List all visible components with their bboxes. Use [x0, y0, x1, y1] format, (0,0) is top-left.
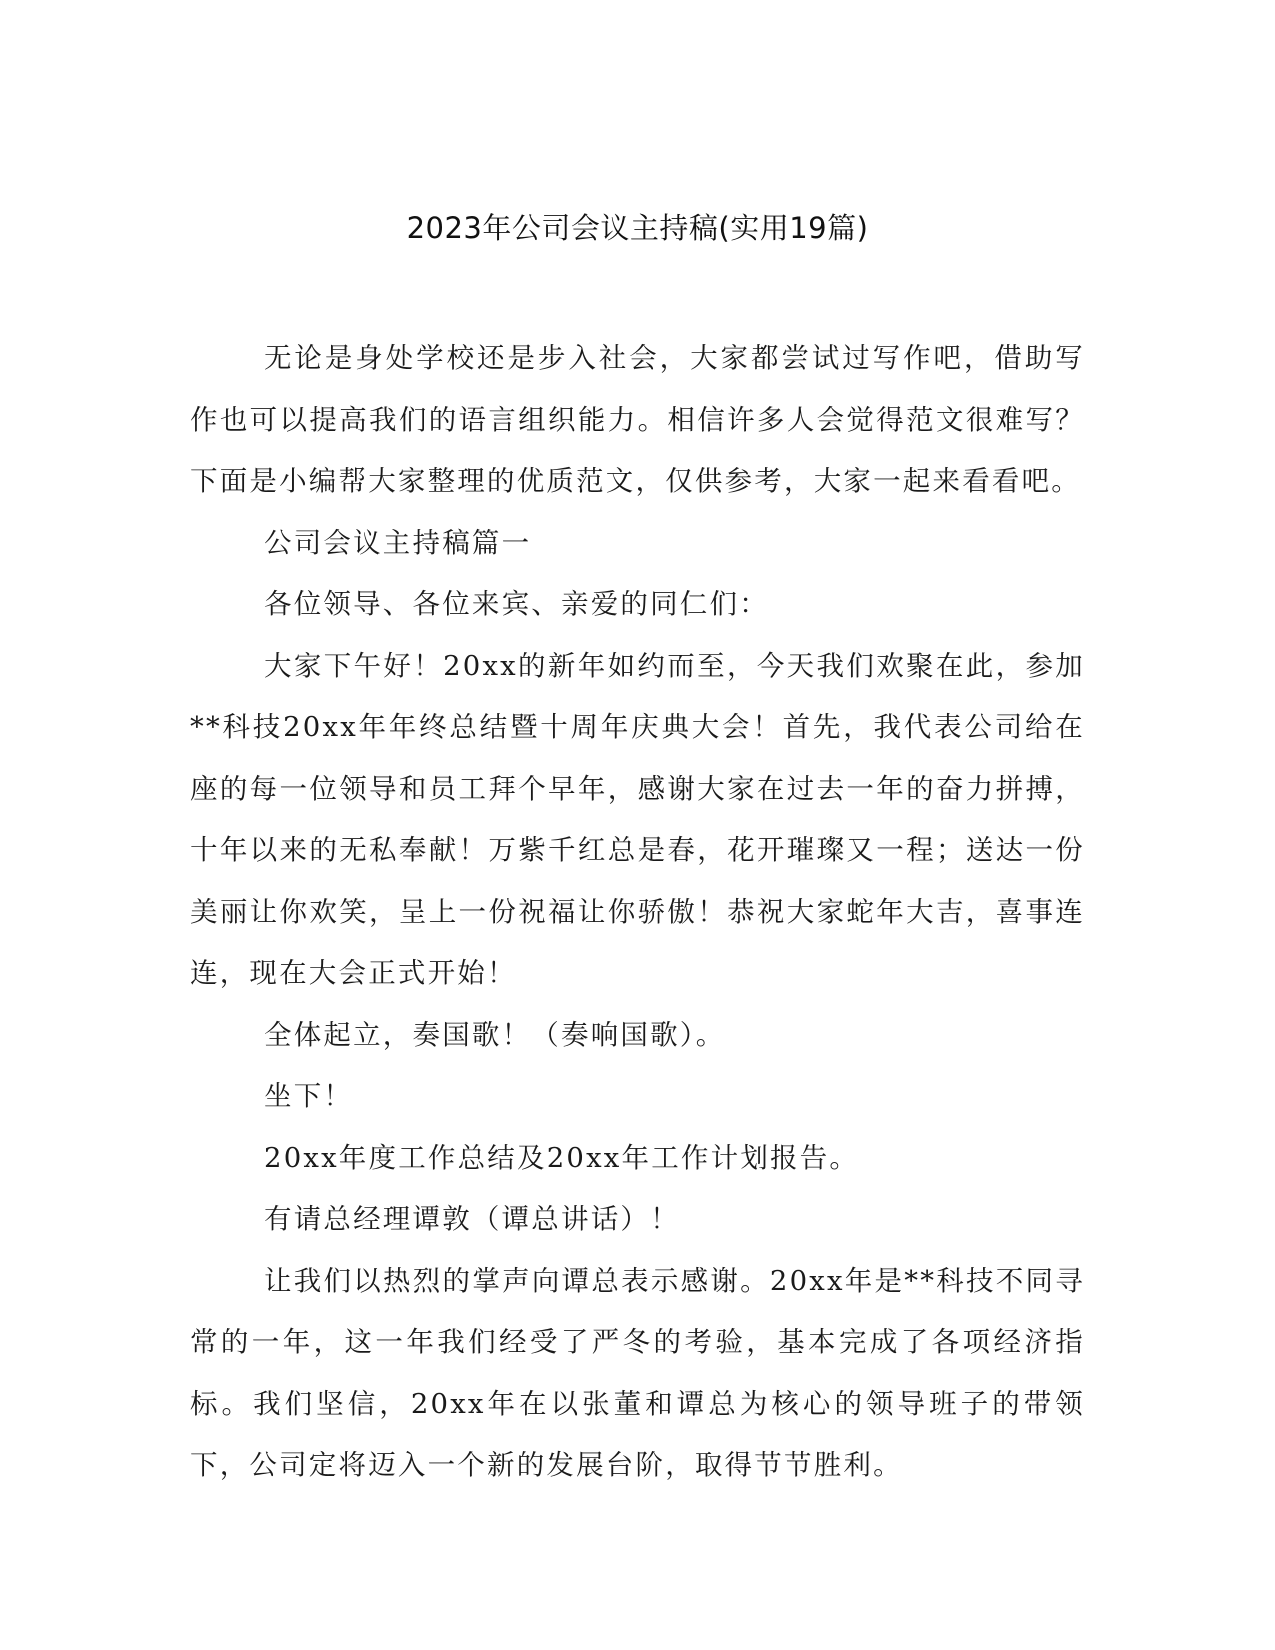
report-paragraph: 20xx年度工作总结及20xx年工作计划报告。: [264, 1141, 860, 1174]
intro-paragraph: 无论是身处学校还是步入社会，大家都尝试过写作吧，借助写作也可以提高我们的语言组织能力。相信许多人会觉得范文很难写？下面是小编帮大家整理的优质范文，仅供参考，大家一起来看看吧。: [190, 342, 1085, 497]
document-body: [190, 328, 1085, 1497]
opening-paragraph: 大家下午好！20xx的新年如约而至，今天我们欢聚在此，参加**科技20xx年年终总结暨十周年庆典大会！首先，我代表公司给在座的每一位领导和员工拜个早年，感谢大家在过去一年的奋力拼搏，十年以来的无私奉献！万紫千红总是春，花开璀璨又一程；送达一份美丽让你欢笑，呈上一份祝福让你骄傲！恭祝大家蛇年大吉，喜事连连，现在大会正式开始！: [190, 649, 1085, 989]
anthem-paragraph: 全体起立，奏国歌！（奏响国歌）。: [264, 1018, 726, 1051]
sit-down-paragraph: 坐下！: [264, 1080, 354, 1112]
invite-speech-paragraph: 有请总经理谭敦（谭总讲话）！: [264, 1203, 680, 1235]
salutation-paragraph: 各位领导、各位来宾、亲爱的同仁们：: [264, 588, 769, 620]
section-heading: 公司会议主持稿篇一: [264, 526, 532, 559]
thanks-paragraph: 让我们以热烈的掌声向谭总表示感谢。20xx年是**科技不同寻常的一年，这一年我们经受了严冬的考验，基本完成了各项经济指标。我们坚信，20xx年在以张董和谭总为核心的领导班子的带领下，公司定将迈入一个新的发展台阶，取得节节胜利。: [190, 1264, 1085, 1481]
document-title: 2023年公司会议主持稿(实用19篇): [406, 211, 869, 245]
